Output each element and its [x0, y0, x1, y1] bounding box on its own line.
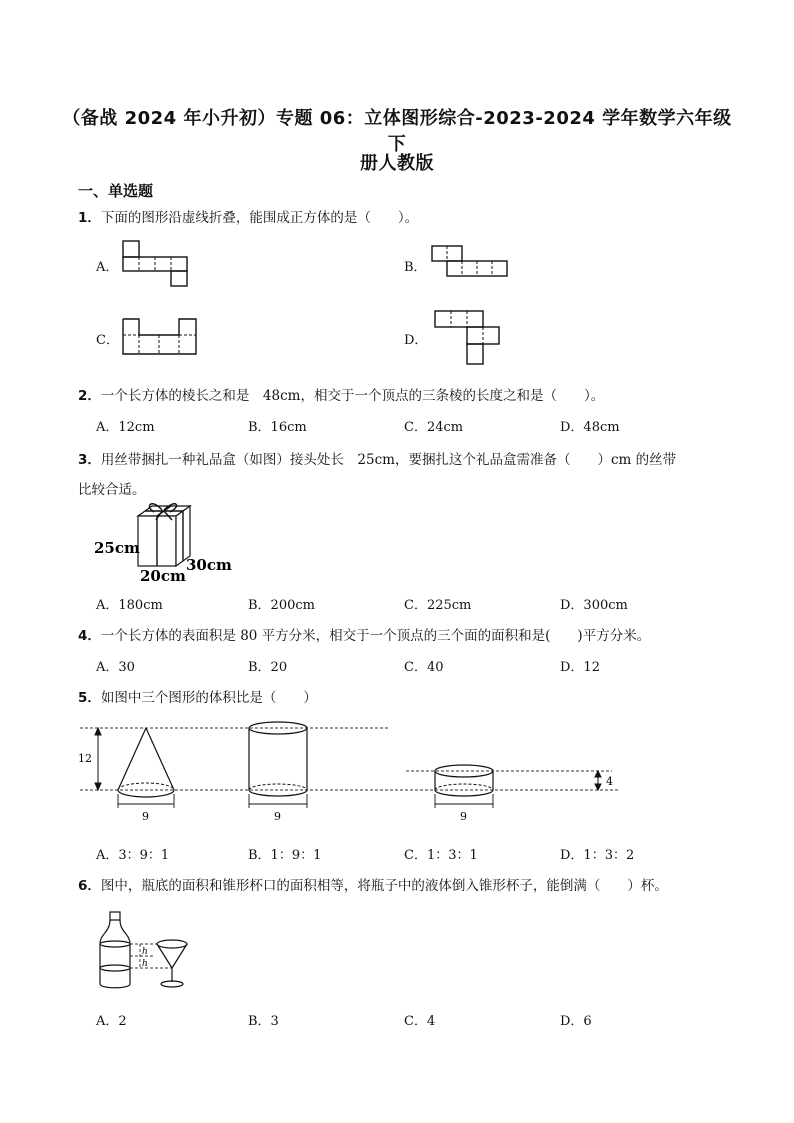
option-d: D．48cm	[560, 420, 620, 435]
question-6	[78, 874, 668, 894]
option-c: C．4	[404, 1014, 436, 1029]
question-number: 6．	[78, 878, 101, 894]
option-a: A．180cm	[96, 598, 163, 613]
bottle-and-glass-figure	[96, 910, 196, 992]
option-c: C．225cm	[404, 598, 472, 613]
option-d: D．12	[560, 660, 600, 675]
question-3	[78, 448, 676, 468]
question-text: 下面的图形沿虚线折叠，能围成正方体的是（ ）。	[100, 210, 419, 226]
cube-net-a-figure	[120, 238, 190, 288]
height-label-4: 4	[606, 775, 613, 788]
question-number: 1．	[78, 210, 101, 226]
option-b: B．3	[248, 1014, 279, 1029]
short-cylinder-diameter-label: 9	[460, 810, 467, 823]
option-d: D．	[404, 333, 428, 348]
option-c: C．24cm	[404, 420, 464, 435]
option-c: C．	[96, 333, 119, 348]
question-number: 5．	[78, 690, 101, 706]
box-width-label: 20cm	[140, 567, 186, 585]
cylinder-diameter-label: 9	[274, 810, 281, 823]
option-a: A．12cm	[96, 420, 155, 435]
option-b: B．200cm	[248, 598, 315, 613]
option-a: A．	[96, 260, 119, 275]
question-text: 一个长方体的棱长之和是 48cm，相交于一个顶点的三条棱的长度之和是（ ）。	[100, 388, 605, 404]
box-height-label: 25cm	[94, 539, 140, 557]
document-title-line1: （备战 2024 年小升初）专题 06：立体图形综合-2023-2024 学年数学六年级下	[62, 108, 732, 155]
box-length-label: 30cm	[186, 556, 232, 574]
option-b: B．20	[248, 660, 288, 675]
cube-net-c-figure	[120, 316, 202, 358]
option-b: B．	[404, 260, 427, 275]
question-number: 4．	[78, 628, 101, 644]
option-d: D．300cm	[560, 598, 628, 613]
height-label-12: 12	[78, 752, 92, 765]
question-number: 3．	[78, 452, 101, 468]
question-text: 图中，瓶底的面积和锥形杯口的面积相等，将瓶子中的液体倒入锥形杯子，能倒满（ ）杯。	[100, 878, 668, 894]
cube-net-d-figure	[432, 308, 504, 368]
question-2	[78, 384, 604, 404]
question-1	[78, 206, 418, 226]
question-text: 用丝带捆扎一种礼品盒（如图）接头处长 25cm，要捆扎这个礼品盒需准备（ ）cm 的丝带	[100, 452, 677, 468]
bottle-height-label: h	[142, 959, 148, 969]
option-c: C．1：3：1	[404, 848, 478, 863]
question-text: 如图中三个图形的体积比是（ ）	[100, 690, 317, 706]
cone-diameter-label: 9	[142, 810, 149, 823]
question-4	[78, 624, 650, 644]
option-a: A．2	[96, 1014, 127, 1029]
option-a: A．30	[96, 660, 135, 675]
option-c: C．40	[404, 660, 444, 675]
gift-box-figure	[92, 502, 242, 586]
cube-net-b-figure	[430, 244, 510, 280]
option-d: D．1：3：2	[560, 848, 635, 863]
glass-height-label: h	[142, 947, 148, 957]
question-number: 2．	[78, 388, 101, 404]
option-b: B．16cm	[248, 420, 307, 435]
section-heading: 一、单选题	[78, 182, 154, 200]
option-d: D．6	[560, 1014, 592, 1029]
option-b: B．1：9：1	[248, 848, 322, 863]
question-text: 一个长方体的表面积是 80 平方分米，相交于一个顶点的三个面的面积和是( )平方分米。	[100, 628, 651, 644]
question-5	[78, 686, 317, 706]
question-3-continued: 比较合适。	[78, 482, 146, 498]
volume-comparison-figure	[76, 716, 636, 828]
option-a: A．3：9：1	[96, 848, 170, 863]
document-title-line2: 册人教版	[360, 153, 434, 174]
